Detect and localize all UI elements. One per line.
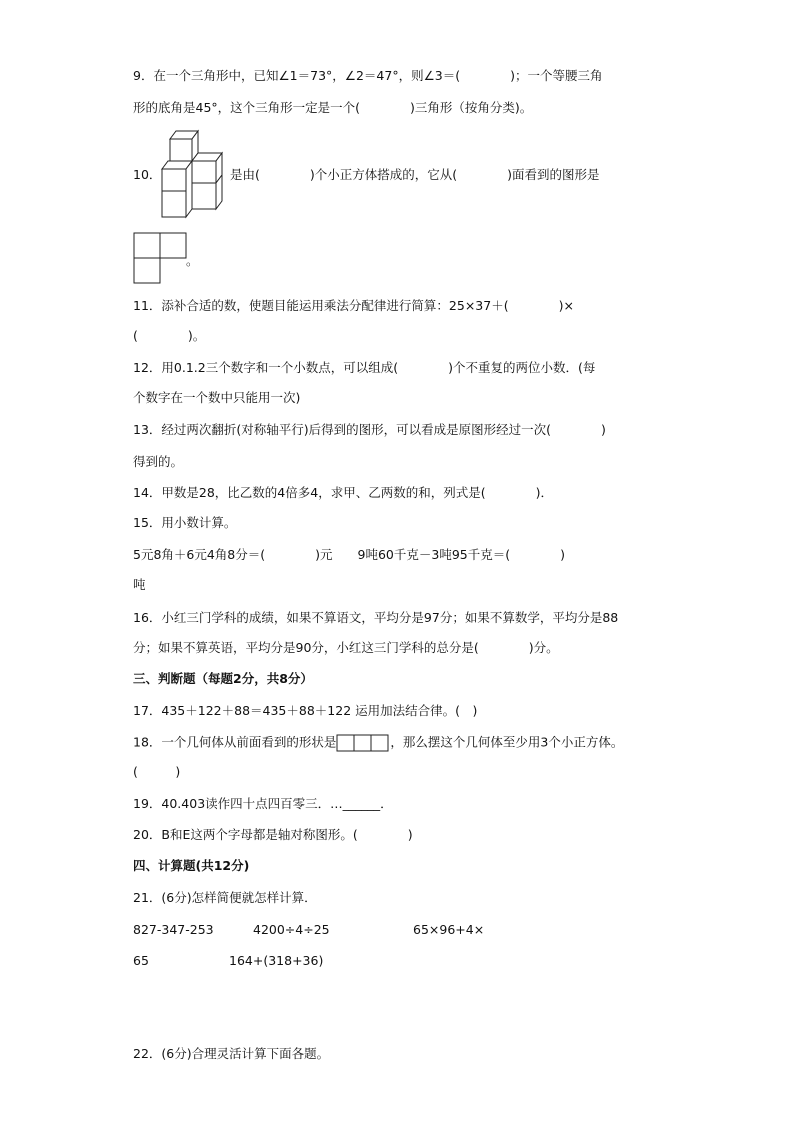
q21-expr2: 4200÷4÷25 [253,922,330,937]
q15-title: 15．用小数计算。 [133,515,237,530]
q15-line1: 5元8角＋6元4角8分＝( )元 9吨60千克－3吨95千克＝( ) [133,547,565,562]
q18-line2: ( ) [133,764,181,779]
section4-heading: 四、计算题(共12分) [133,858,250,873]
q12-line1: 12．用0.1.2三个数字和一个小数点，可以组成( )个不重复的两位小数．(每 [133,360,596,375]
section3-heading: 三、判断题（每题2分，共8分） [133,671,313,686]
q17-text: 17．435＋122＋88＝435＋88＋122 运用加法结合律。( ) [133,703,478,718]
q22-text: 22．(6分)合理灵活计算下面各题。 [133,1046,330,1061]
front-view-figure [133,232,187,284]
q13-line2: 得到的。 [133,454,184,469]
three-square-row-figure [336,734,390,752]
q21-expr1: 827-347-253 [133,922,214,937]
q16-line2: 分；如果不算英语，平均分是90分，小红这三门学科的总分是( )分。 [133,640,559,655]
q11-line1: 11．添补合适的数，使题目能运用乘法分配律进行简算：25×37＋( )× [133,298,574,313]
q9-line1: 9．在一个三角形中，已知∠1＝73°，∠2＝47°，则∠3＝( )；一个等腰三角 [133,68,603,83]
q12-line2: 个数字在一个数中只能用一次) [133,390,301,405]
q16-line1: 16．小红三门学科的成绩，如果不算语文，平均分是97分；如果不算数学，平均分是88 [133,610,619,625]
q21-expr3: 65×96+4× [413,922,485,937]
cube-stack-figure [158,129,230,219]
q21-expr3-cont: 65 [133,953,149,968]
q21-title: 21．(6分)怎样简便就怎样计算． [133,890,317,905]
q18-after: ，那么摆这个几何体至少用3个小正方体。 [390,734,624,750]
q9-line2: 形的底角是45°，这个三角形一定是一个( )三角形（按角分类)。 [133,100,533,115]
q18-line1 [133,734,623,752]
q10-text: 是由( )个小正方体搭成的，它从( )面看到的图形是 [230,167,600,182]
q13-line1: 13．经过两次翻折(对称轴平行)后得到的图形，可以看成是原图形经过一次( ) [133,422,606,437]
q19-text: 19．40.403读作四十点四百零三．…______． [133,796,393,811]
q20-text: 20．B和E这两个字母都是轴对称图形。( ) [133,827,413,842]
q18-before: 18．一个几何体从前面看到的形状是 [133,734,337,750]
q15-line2: 吨 [133,577,146,592]
q10-end: 。 [186,253,199,268]
q21-expr4: 164+(318+36) [229,953,324,968]
q11-line2: ( )。 [133,328,206,343]
q14-text: 14．甲数是28，比乙数的4倍多4，求甲、乙两数的和，列式是( )． [133,485,553,500]
q10-number: 10． [133,167,162,182]
